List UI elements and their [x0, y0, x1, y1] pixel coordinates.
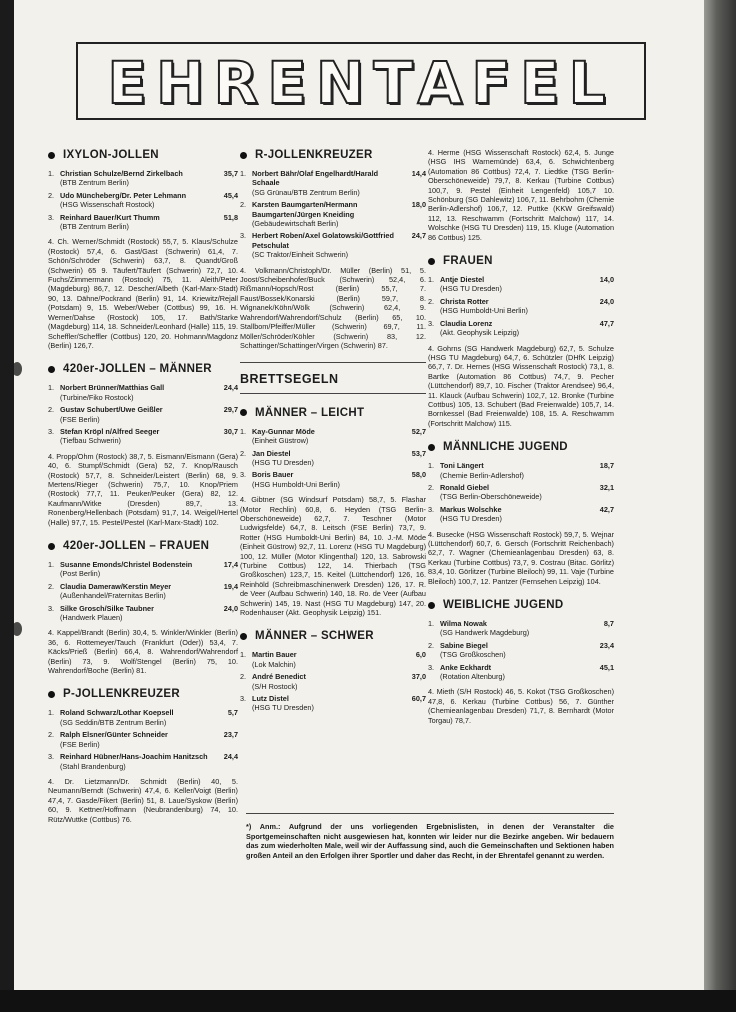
- result-row: 3. Stefan Kröpl n/Alfred Seeger (Tiefbau Schwerin) 30,7: [48, 426, 238, 446]
- result-row: 2. Ralph Elsner/Günter Schneider (FSE Berlin) 23,7: [48, 730, 238, 749]
- bullet-icon: [48, 543, 55, 550]
- result-row: 1. Norbert Bähr/Olaf Engelhardt/Harald Schaale (SG Grünau/BTB Zentrum Berlin) 14,4: [240, 169, 426, 197]
- bullet-icon: [428, 444, 435, 451]
- section-heading-420-men: 420er-JOLLEN – MÄNNER: [48, 362, 238, 376]
- result-row: 2. Jan Diestel (HSG TU Dresden) 53,7: [240, 448, 426, 467]
- result-row: 2. Sabine Biegel (TSG Großkoschen) 23,4: [428, 640, 614, 660]
- bullet-icon: [240, 633, 247, 640]
- rest-results-r-jollenkreuzer: 4. Volkmann/Christoph/Dr. Müller (Berlin) 51, 5. Joost/Scheibenhofer/Buck (Schwerin) 52,4, 6. Rißmann/Hopsch/Rost (Berlin) 55,7, 7. Faust/Bossek/Konarski (Berlin) 59,7, 8. Wignanek/Köhn/Wölk (Schwerin) 62,4, 9. Wahrendorf/Wahrendorf/Schulz (Berlin) 65, 10. Stallbom/Pfeiffer/Müller (Schwerin) 69,7, 11. Möller/Schröder/Köhler (Schwerin) 83, 12. Schattinger/Schattinger/Virgen (Schwerin) 87.: [240, 265, 426, 350]
- header-frame: [76, 42, 646, 120]
- footnote: *) Anm.: Aufgrund der uns vorliegenden Ergebnislisten, in denen der Veranstalter die Sportgemeinschaften nicht ausgewiesen hat, konnten wir leider nur die Bezirke angeben. Wir bedauern das zum wiederholten Male, weil wir der Auffassung sind, auch die Gemeinschaften und Sektionen haben großen Anteil an den Erfolgen ihrer Sportler und daher das Recht, in der Ehrentafel genannt zu werden.: [246, 822, 614, 860]
- result-row: 3. Herbert Roben/Axel Golatowski/Gottfried Petschulat (SC Traktor/Einheit Schwerin) 24,7: [240, 231, 426, 260]
- section-heading-brettsegeln: BRETTSEGELN: [240, 372, 339, 387]
- punch-hole: [14, 362, 22, 376]
- results-420-women: [48, 560, 238, 622]
- punch-hole: [14, 622, 22, 636]
- rest-results-420-women: 4. Kappel/Brandt (Berlin) 30,4, 5. Winkler/Winkler (Berlin) 36, 6. Rottemeyer/Tauch (Frankfurt (Oder)) 53,4, 7. Käcks/Prieß (Berlin) 66,4, 8. Wahrendorf/Wahrendorf (Berlin) 73, 9. Wolf/Stengel (Berlin) 75, 10. Wahrendorf/Boche (Berlin) 81.: [48, 628, 238, 676]
- result-row: 1. Wilma Nowak (SG Handwerk Magdeburg) 8,7: [428, 619, 614, 638]
- page-title: EHRENTAFEL: [107, 49, 615, 117]
- result-row: 1. Kay-Gunnar Möde (Einheit Güstrow) 52,7: [240, 426, 426, 446]
- result-row: 3. Lutz Distel (HSG TU Dresden) 60,7: [240, 694, 426, 713]
- bullet-icon: [428, 258, 435, 265]
- section-heading-female-youth: WEIBLICHE JUGEND: [428, 598, 614, 612]
- result-row: 2. Gustav Schubert/Uwe Geißler (FSE Berlin) 29,7: [48, 405, 238, 424]
- rest-results-ixylon: 4. Ch. Werner/Schmidt (Rostock) 55,7, 5. Klaus/Schulze (Rostock) 57,4, 6. Gast/Gast (Schwerin) 61,4, 7. Schön/Schröder (Schwerin) 63,7, 8. Quandt/Groß (Schwerin) 65 9. Täufert/Täufert (Schwerin) 72,7, 10. Fuchs/Zimmermann (Rostock) 75, 11. Aleith/Peter (Magdeburg) 86,7, 12. Descher/Albeth (Karl-Marx-Stadt) 90, 13. Dähne/Pockrand (Berlin) 91, 14. Kriewitz/Rejall (Potsdam) 9, 15. Weber/Weber (Cottbus) 99, 16. H. Werner/Dahse (Rostock) 105, 17. Bath/Starke (Magdeburg) 114, 18. Schneider/Leonhard (Halle) 115, 19. Scheffler/Scheffler (Cottbus) 120, 20. Hohmann/Magdonz (Berlin) 126,7.: [48, 237, 238, 350]
- bullet-icon: [428, 602, 435, 609]
- results-ixylon: [48, 169, 238, 231]
- result-row: 3. Silke Grosch/Silke Taubner (Handwerk Plauen) 24,0: [48, 603, 238, 623]
- bullet-icon: [48, 691, 55, 698]
- result-row: 3. Reinhard Bauer/Kurt Thumm (BTB Zentrum Berlin) 51,8: [48, 212, 238, 232]
- bullet-icon: [240, 152, 247, 159]
- column-right: [428, 148, 614, 737]
- section-heading-420-women: 420er-JOLLEN – FRAUEN: [48, 539, 238, 553]
- book-binding: [0, 0, 14, 1012]
- result-row: 2. Ronald Giebel (TSG Berlin-Oberschöneweide) 32,1: [428, 482, 614, 502]
- result-row: 1. Martin Bauer (Lok Malchin) 6,0: [240, 650, 426, 669]
- rest-results-men-light: 4. Gibtner (SG Windsurf Potsdam) 58,7, 5. Flashar (Motor Rechlin) 60,8, 6. Heyden (TSG Berlin-Oberschöneweide) 62,7, 7. Teschner (Motor Ludwigsfelde) 64,7, 8. Leitsch (FSE Berlin) 73,7, 9. Rotter (HSG Humboldt-Uni Berlin) 84, 10. J.-M. Möde (Einheit Güstrow) 92,7, 11. Lorenz (HSG TU Magdeburg) 100, 12. Müller (Motor Klingenthal) 120, 13. Sabrowski (Turbine Cottbus) 122, 14. Thierbach (TSG Großkoschen) 123,7, 15. Keitel (Lüttchendorf) 126, 16. Reinhöld (Schreibmaschinenwerk Dresden) 126, 17. R. de Veer (Aufbau Schwerin) 140, 18. Ro. de Veer (Aufbau Schwerin) 145, 19. Nast (HSG TU Magdeburg) 147, 20. Rodenhauser (Akt. Geophysik Leipzig) 151.: [240, 495, 426, 618]
- result-row: 3. Boris Bauer (HSG Humboldt-Uni Berlin) 58,0: [240, 470, 426, 489]
- column-middle: [240, 148, 426, 719]
- results-men-light: [240, 427, 426, 489]
- bullet-icon: [48, 152, 55, 159]
- result-row: 2. Udo Müncheberg/Dr. Peter Lehmann (HSG Wissenschaft Rostock) 45,4: [48, 190, 238, 210]
- result-row: 1. Norbert Brünner/Matthias Gall (Turbine/Fiko Rostock) 24,4: [48, 383, 238, 402]
- section-heading-men-light: MÄNNER – LEICHT: [240, 406, 426, 420]
- results-women: [428, 275, 614, 337]
- results-female-youth: [428, 619, 614, 681]
- result-row: 2. Christa Rotter (HSG Humboldt-Uni Berlin) 24,0: [428, 296, 614, 316]
- divider: [240, 362, 426, 363]
- result-row: 2. Claudia Dameraw/Kerstin Meyer (Außenhandel/Fraternitas Berlin) 19,4: [48, 581, 238, 601]
- magazine-page: [14, 0, 704, 990]
- rest-results-men-heavy: 4. Herme (HSG Wissenschaft Rostock) 62,4, 5. Junge (HSG IHS Warnemünde) 63,4, 6. Schwichtenberg (Automation 86 Cottbus) 72,4, 7. Liedtke (TSG Berlin-Oberschöneweide) 79,7, 8. Kerkau (Turbine Cottbus) 100,7, 9. Pestel (Einheit Lengenfeld) 105,7 10. Schönburg (SG Dahlewitz) 106,7, 11. Behrbohm (Chemie Berlin-Adlershof) 106,7, 12. Puttke (KKW Greifswald) 112, 13. Reschwamm (Fortschritt Malchow) 117, 14. Wolschke (HSG TU Dresden) 119, 15. Kluge (Automation 86 Cottbus) 125.: [428, 148, 614, 242]
- results-men-heavy: [240, 650, 426, 712]
- rest-results-420-men: 4. Propp/Ohm (Rostock) 38,7, 5. Eismann/Eismann (Gera) 40, 6. Stumpf/Schmidt (Gera) 52, 7. Knop/Rausch (Rostock) 57,7, 8. Schneider/Leistert (Berlin) 68, 9. Mertens/Rieger (Schwerin) 75,7, 10. Knop/Priem (Rostock) 77,7, 11. Peuker/Peuker (Gera) 82, 12. Kaufmann/Witke (Dresden) 89,7, 13. Ronenberg/Hellenbach (Potsdam) 91,7, 14. Weigel/Hertel (Halle) 97,7, 15. Pestel/Pestel (Karl-Marx-Stadt) 102.: [48, 451, 238, 527]
- results-420-men: [48, 383, 238, 445]
- result-row: 1. Roland Schwarz/Lothar Koepsell (SG Seddin/BTB Zentrum Berlin) 5,7: [48, 708, 238, 727]
- divider: [240, 393, 426, 394]
- footnote-divider: [246, 813, 614, 814]
- result-row: 2. Karsten Baumgarten/Hermann Baumgarten/Jürgen Kneiding (Gebäudewirtschaft Berlin) 18,0: [240, 200, 426, 229]
- results-p-jollenkreuzer: [48, 708, 238, 770]
- result-row: 3. Claudia Lorenz (Akt. Geophysik Leipzig) 47,7: [428, 318, 614, 338]
- rest-results-women: 4. Gohrns (SG Handwerk Magdeburg) 62,7, 5. Schulze (HSG TU Magdeburg) 64,7, 6. Schützler (DHfK Leipzig) 66,7, 7. Dr. Hernes (HSG Wissenschaft Rostock) 73,1, 8. Bartke (Automation 86 Cottbus) 74,7, 9. Pecher (Lüttchendorf) 89,7, 10. Fischer (Traktor Arendsee) 96,4, 11. Klauck (Aufbau Schwerin) 102,7, 12. Bronke (Turbine Cottbus) 105, 13. Schubert (Bad Freienwalde) 105,7, 14. Bornkessel (Bad Freienwalde) 108, 15. A. Reschwamm (Fortschritt Malchow) 115.: [428, 343, 614, 428]
- section-heading-p-jollenkreuzer: P-JOLLENKREUZER: [48, 687, 238, 701]
- result-row: 3. Markus Wolschke (HSG TU Dresden) 42,7: [428, 504, 614, 524]
- bullet-icon: [240, 409, 247, 416]
- result-row: 1. Toni Längert (Chemie Berlin-Adlershof) 18,7: [428, 461, 614, 480]
- column-left: [48, 148, 238, 836]
- section-heading-women: FRAUEN: [428, 254, 614, 268]
- result-row: 2. André Benedict (S/H Rostock) 37,0: [240, 672, 426, 691]
- scan-shadow: [0, 990, 736, 1012]
- result-row: 3. Reinhard Hübner/Hans-Joachim Hanitzsch (Stahl Brandenburg) 24,4: [48, 752, 238, 771]
- result-row: 1. Antje Diestel (HSG TU Dresden) 14,0: [428, 275, 614, 294]
- rest-results-male-youth: 4. Busecke (HSG Wissenschaft Rostock) 59,7, 5. Wejnar (Lüttchendorf) 60,7, 6. Gersch (Fortschritt Reichenbach) 62,7, 7. Wagner (Chemieanlagenbau Dresden) 63, 8. Kerkau (Turbine Cottbus) 73,7, 9. Costrau (Bitac. Görlitz) 83,4, 10. Görlitzer (Turbine Bleiloch) 99, 11. Vaje (Turbine Bleiloch) 100,7, 12. Pantzer (Fernsehen Leipzig) 104.: [428, 529, 614, 586]
- rest-results-female-youth: 4. Mieth (S/H Rostock) 46, 5. Kokot (TSG Großkoschen) 47,8, 6. Kerkau (Turbine Cottbus) 56, 7. Günther (Chemieanlagenbau Dresden) 71,7, 8. Bernhardt (Motor Torgau) 78,7.: [428, 687, 614, 725]
- results-male-youth: [428, 461, 614, 523]
- result-row: 1. Susanne Emonds/Christel Bodenstein (Post Berlin) 17,4: [48, 560, 238, 579]
- bullet-icon: [48, 366, 55, 373]
- result-row: 1. Christian Schulze/Bernd Zirkelbach (BTB Zentrum Berlin) 35,7: [48, 169, 238, 188]
- section-heading-r-jollenkreuzer: R-JOLLENKREUZER: [240, 148, 426, 162]
- result-row: 3. Anke Eckhardt (Rotation Altenburg) 45,1: [428, 662, 614, 682]
- section-heading-men-heavy: MÄNNER – SCHWER: [240, 629, 426, 643]
- results-r-jollenkreuzer: [240, 169, 426, 260]
- section-heading-male-youth: MÄNNLICHE JUGEND: [428, 440, 614, 454]
- section-heading-ixylon: IXYLON-JOLLEN: [48, 148, 238, 162]
- page-edge: [704, 0, 736, 1012]
- rest-results-p-jollenkreuzer: 4. Dr. Lietzmann/Dr. Schmidt (Berlin) 40, 5. Neumann/Berndt (Schwerin) 47,4, 6. Keller/Voigt (Berlin) 47,4, 7. Gasde/Fikert (Berlin) 51, 8. Laue/Syskow (Berlin) 60, 9. Kettner/Hoffmann (Neubrandenburg) 74, 10. Rütz/Wuttke (Cottbus) 76.: [48, 776, 238, 824]
